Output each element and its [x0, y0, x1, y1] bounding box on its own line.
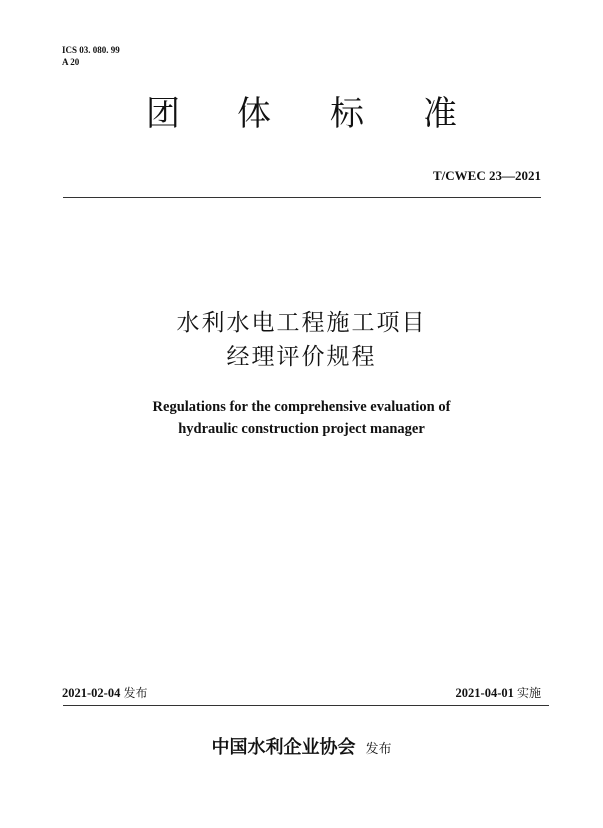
- ccs-code: A 20: [62, 57, 80, 67]
- publisher-name: 中国水利企业协会: [211, 737, 356, 757]
- english-title: [0, 396, 603, 440]
- standard-number: T/CWEC 23—2021: [433, 168, 541, 183]
- heading-char: 标: [330, 94, 364, 134]
- implementation-date-value: 2021-04-01: [455, 686, 514, 700]
- english-title-line-2: hydraulic construction project manager: [178, 421, 425, 437]
- chinese-title-line-1: 水利水电工程施工项目: [176, 310, 427, 336]
- issue-date: [62, 684, 147, 701]
- implementation-date-label: 实施: [516, 686, 541, 700]
- implementation-date: [456, 684, 541, 701]
- publisher: [0, 733, 603, 759]
- heading-char: 准: [423, 94, 457, 134]
- document-type-heading: [62, 92, 542, 142]
- publisher-suffix: 发布: [365, 742, 392, 757]
- classification-codes: [62, 44, 120, 68]
- heading-char: 团: [146, 94, 180, 134]
- issue-date-label: 发布: [123, 686, 148, 700]
- chinese-title-line-2: 经理评价规程: [226, 344, 377, 370]
- issue-date-value: 2021-02-04: [62, 686, 121, 700]
- ics-code: ICS 03. 080. 99: [62, 45, 120, 55]
- english-title-line-1: Regulations for the comprehensive evaluation of: [152, 399, 451, 415]
- bottom-divider: [63, 705, 549, 706]
- top-divider: [63, 197, 541, 198]
- heading-char: 体: [237, 94, 271, 134]
- chinese-title: [0, 306, 603, 374]
